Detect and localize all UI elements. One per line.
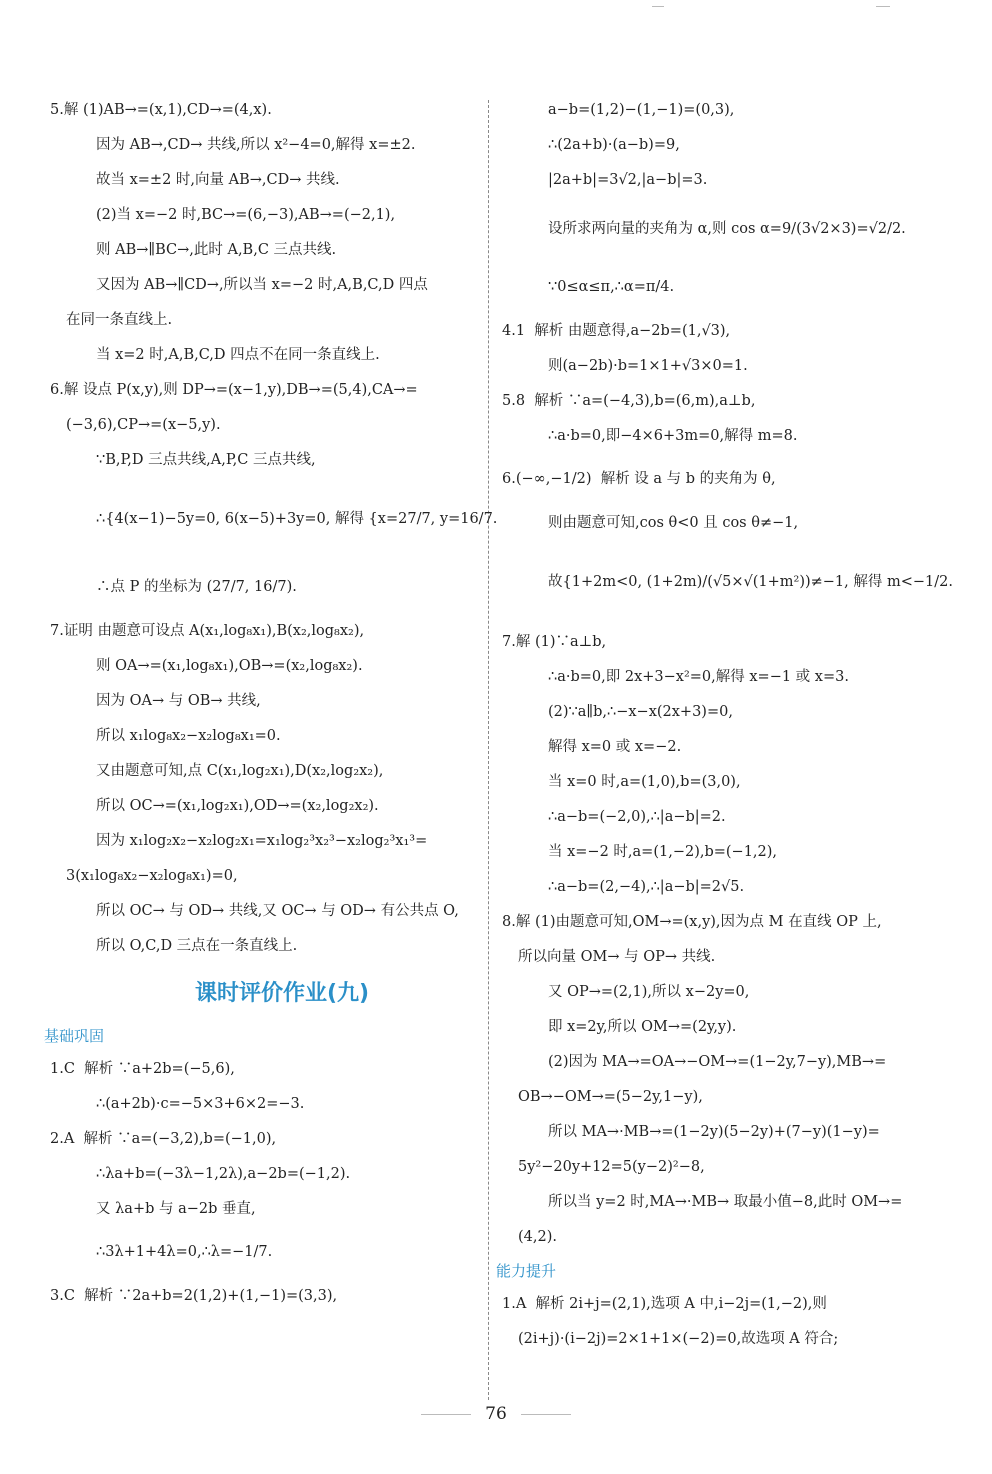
footer-rule-left: [421, 1414, 471, 1415]
text-line: 2.A 解析 ∵a=(−3,2),b=(−1,0),: [50, 1130, 277, 1147]
text-line: 7.解 (1)∵a⊥b,: [502, 633, 607, 650]
text-line: ∴3λ+1+4λ=0,∴λ=−1/7.: [96, 1244, 273, 1260]
text-line: ∴点 P 的坐标为 (27/7, 16/7).: [96, 579, 297, 595]
text-line: ∴{4(x−1)−5y=0, 6(x−5)+3y=0, 解得 {x=27/7, y=16/7.: [96, 511, 498, 527]
text-line: |2a+b|=3√2,|a−b|=3.: [548, 171, 708, 188]
text-line: 当 x=0 时,a=(1,0),b=(3,0),: [548, 773, 741, 790]
text-line: 当 x=2 时,A,B,C,D 四点不在同一条直线上.: [96, 346, 380, 363]
text-line: ∴a−b=(−2,0),∴|a−b|=2.: [548, 808, 726, 825]
text-line: ∴a·b=0,即−4×6+3m=0,解得 m=8.: [548, 427, 798, 444]
text-line: ∴λa+b=(−3λ−1,2λ),a−2b=(−1,2).: [96, 1165, 351, 1182]
text-line: 所以 x₁log₈x₂−x₂log₈x₁=0.: [96, 727, 281, 744]
text-line: 所以 OC→=(x₁,log₂x₁),OD→=(x₂,log₂x₂).: [96, 797, 379, 814]
text-line: (4,2).: [518, 1228, 557, 1245]
text-line: 因为 x₁log₂x₂−x₂log₂x₁=x₁log₂³x₂³−x₂log₂³x₁³=: [96, 832, 428, 849]
column-divider: [488, 100, 489, 1400]
text-line: 故当 x=±2 时,向量 AB→,CD→ 共线.: [96, 171, 340, 188]
page-footer: [0, 1404, 992, 1424]
text-line: 又 OP→=(2,1),所以 x−2y=0,: [548, 983, 750, 1000]
text-line: 4.1 解析 由题意得,a−2b=(1,√3),: [502, 322, 731, 339]
right-column: [496, 92, 953, 1356]
section-title: 课时评价作业(九): [194, 980, 370, 1006]
text-line: 则(a−2b)·b=1×1+√3×0=1.: [548, 357, 748, 374]
text-line: 又因为 AB→∥CD→,所以当 x=−2 时,A,B,C,D 四点: [96, 276, 428, 293]
text-line: (2)∵a∥b,∴−x−x(2x+3)=0,: [548, 703, 733, 720]
text-line: 又 λa+b 与 a−2b 垂直,: [96, 1200, 256, 1217]
text-line: 解得 x=0 或 x=−2.: [548, 738, 682, 755]
text-line: 因为 OA→ 与 OB→ 共线,: [96, 692, 261, 709]
text-line: 设所求两向量的夹角为 α,则 cos α=9/(3√2×3)=√2/2.: [548, 221, 906, 237]
text-line: OB→−OM→=(5−2y,1−y),: [518, 1088, 703, 1105]
text-line: 8.解 (1)由题意可知,OM→=(x,y),因为点 M 在直线 OP 上,: [502, 913, 882, 930]
text-line: 当 x=−2 时,a=(1,−2),b=(−1,2),: [548, 843, 778, 860]
text-line: (−3,6),CP→=(x−5,y).: [66, 416, 221, 433]
text-line: 3.C 解析 ∵2a+b=2(1,2)+(1,−1)=(3,3),: [50, 1287, 338, 1304]
top-mark-left: [652, 6, 664, 7]
advanced-solutions: [496, 1286, 936, 1356]
basic-solutions: [44, 1051, 480, 1313]
text-line: 即 x=2y,所以 OM→=(2y,y).: [548, 1018, 737, 1035]
text-line: 则 AB→∥BC→,此时 A,B,C 三点共线.: [96, 241, 337, 258]
text-line: 则由题意可知,cos θ<0 且 cos θ≠−1,: [548, 514, 799, 531]
left-column: [44, 92, 498, 1313]
text-line: ∴a·b=0,即 2x+3−x²=0,解得 x=−1 或 x=3.: [548, 668, 849, 685]
text-line: ∴(2a+b)·(a−b)=9,: [548, 136, 680, 153]
text-line: 在同一条直线上.: [66, 311, 173, 328]
text-line: 1.A 解析 2i+j=(2,1),选项 A 中,i−2j=(1,−2),则: [502, 1295, 827, 1312]
text-line: (2i+j)·(i−2j)=2×1+1×(−2)=0,故选项 A 符合;: [518, 1330, 839, 1347]
text-line: 1.C 解析 ∵a+2b=(−5,6),: [50, 1060, 235, 1077]
text-line: 又由题意可知,点 C(x₁,log₂x₁),D(x₂,log₂x₂),: [96, 762, 384, 779]
text-line: 所以 OC→ 与 OD→ 共线,又 OC→ 与 OD→ 有公共点 O,: [96, 902, 459, 919]
text-line: (2)因为 MA→=OA→−OM→=(1−2y,7−y),MB→=: [548, 1053, 887, 1070]
text-line: (2)当 x=−2 时,BC→=(6,−3),AB→=(−2,1),: [96, 206, 396, 223]
advanced-title: 能力提升: [496, 1261, 557, 1280]
text-line: 5.解 (1)AB→=(x,1),CD→=(4,x).: [50, 101, 272, 118]
text-line: 6.(−∞,−1/2) 解析 设 a 与 b 的夹角为 θ,: [502, 471, 776, 487]
left-solutions: [44, 92, 498, 963]
footer-rule-right: [521, 1414, 571, 1415]
text-line: a−b=(1,2)−(1,−1)=(0,3),: [548, 101, 735, 118]
text-line: 故{1+2m<0, (1+2m)/(√5×√(1+m²))≠−1, 解得 m<−1/2.: [548, 574, 953, 590]
text-line: ∵0≤α≤π,∴α=π/4.: [548, 279, 675, 295]
text-line: 7.证明 由题意可设点 A(x₁,log₈x₁),B(x₂,log₈x₂),: [50, 622, 365, 639]
text-line: 6.解 设点 P(x,y),则 DP→=(x−1,y),DB→=(5,4),CA→=: [50, 381, 418, 398]
text-line: 所以当 y=2 时,MA→·MB→ 取最小值−8,此时 OM→=: [548, 1193, 903, 1210]
page-number: 76: [485, 1404, 507, 1424]
text-line: ∴a−b=(2,−4),∴|a−b|=2√5.: [548, 878, 745, 895]
text-line: 则 OA→=(x₁,log₈x₁),OB→=(x₂,log₈x₂).: [96, 657, 363, 674]
text-line: 因为 AB→,CD→ 共线,所以 x²−4=0,解得 x=±2.: [96, 136, 416, 153]
top-mark-right: [876, 6, 890, 7]
right-solutions: [496, 92, 953, 1254]
text-line: ∴(a+2b)·c=−5×3+6×2=−3.: [96, 1095, 305, 1112]
text-line: 所以 MA→·MB→=(1−2y)(5−2y)+(7−y)(1−y)=: [548, 1123, 880, 1140]
text-line: 5.8 解析 ∵a=(−4,3),b=(6,m),a⊥b,: [502, 392, 756, 409]
text-line: 所以 O,C,D 三点在一条直线上.: [96, 937, 298, 954]
text-line: 所以向量 OM→ 与 OP→ 共线.: [518, 948, 716, 965]
text-line: ∵B,P,D 三点共线,A,P,C 三点共线,: [96, 451, 316, 468]
text-line: 3(x₁log₈x₂−x₂log₈x₁)=0,: [66, 867, 238, 884]
text-line: 5y²−20y+12=5(y−2)²−8,: [518, 1158, 705, 1175]
basic-title: 基础巩固: [44, 1026, 105, 1045]
